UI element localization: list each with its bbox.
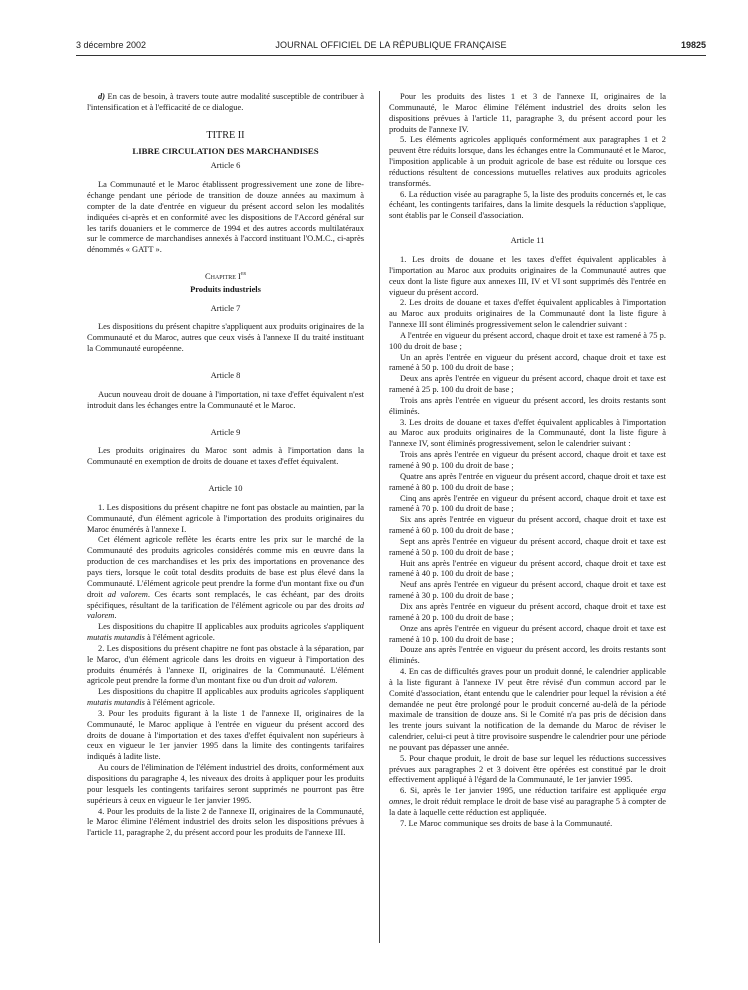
header-rule — [76, 55, 706, 56]
article-9-paragraph: Les produits originaires du Maroc sont admis à l'importation dans la Communauté en exemption de droits de douane et taxes d'effet équivalent. — [87, 445, 364, 467]
article-11-paragraph-7: 3. Les droits de douane et taxes d'effet équivalent applicables à l'importation au Maroc aux produits originaires de la Communauté, dont la liste figure à l'annexe IV, sont éliminés progressivement, selon le calendrier suivant : — [389, 416, 666, 449]
chapitre-sup: er — [240, 271, 246, 278]
article-8-paragraph: Aucun nouveau droit de douane à l'importation, ni taxe d'effet équivalent n'est introduit dans les échanges entre la Communauté et le Maroc. — [87, 388, 364, 410]
paragraph-d — [87, 91, 364, 113]
article-11-paragraph-19: 5. Pour chaque produit, le droit de base sur lequel les réductions successives prévues aux paragraphes 2 et 3 doivent être opérées est constitué par le droit effectivement appliqué à l'égard de la Communauté, le 1er janvier 1995. — [389, 752, 666, 785]
article-10-heading: Article 10 — [208, 483, 243, 494]
article-11-paragraph-5: Deux ans après l'entrée en vigueur du présent accord, chaque droit et taxe est ramené à 25 p. 100 du droit de base ; — [389, 373, 666, 395]
article-10-paragraph-6: 3. Pour les produits figurant à la liste 1 de l'annexe II, originaires de la Communauté, le Maroc applique à l'entrée en vigueur du présent accord des droits de douane à l'importation et des taxes d'effet équivalent non supérieurs à ceux en vigueur le 1er janvier 1995 dans la limite des contingents tarifaires indiqués à ladite liste. — [87, 707, 364, 762]
article-11-paragraph-10: Cinq ans après l'entrée en vigueur du présent accord, chaque droit et taxe est ramené à 70 p. 100 du droit de base ; — [389, 492, 666, 514]
chapitre-heading — [87, 269, 364, 282]
article-6-paragraph: La Communauté et le Maroc établissent progressivement une zone de libre-échange pendant une période de transition de douze années au maximum à compter de la date d'entrée en vigueur du présent accord selon les modalités indiquées ci-après et en conformité avec les dispositions de l'Accord général sur les tarifs douaniers et le commerce de 1994 et des autres accords multilatéraux sur le commerce de marchandises annexés à l'accord instituant l'O.M.C., ci-après dénommés « GATT ». — [87, 179, 364, 255]
article-11-paragraph-6: Trois ans après l'entrée en vigueur du présent accord, les droits restants sont éliminés. — [389, 394, 666, 416]
article-11-paragraph-2: 2. Les droits de douane et taxes d'effet équivalent applicables à l'importation au Maroc aux produits originaires de la Communauté dont la liste figure à l'annexe III sont éliminés progressivement selon le calendrier suivant : — [389, 297, 666, 330]
right-paragraph-2: 5. Les éléments agricoles appliqués conformément aux paragraphes 1 et 2 peuvent être réduits lorsque, dans les échanges entre la Communauté et le Maroc, l'imposition applicable à un produit agricole de base est réduite ou lorsque ces réductions résultent de concessions mutuelles relatives aux produits agricoles transformés. — [389, 134, 666, 188]
article-7-heading: Article 7 — [210, 302, 241, 313]
article-11-paragraph-8: Trois ans après l'entrée en vigueur du présent accord, chaque droit et taxe est ramené à 90 p. 100 du droit de base ; — [389, 449, 666, 470]
article-11-paragraph-21: 7. Le Maroc communique ses droits de base à la Communauté. — [400, 817, 613, 828]
article-11-paragraph-3: A l'entrée en vigueur du présent accord, chaque droit et taxe est ramené à 75 p. 100 du droit de base ; — [389, 329, 666, 351]
right-paragraph-1: Pour les produits des listes 1 et 3 de l'annexe II, originaires de la Communauté, le Maroc élimine l'élément industriel des droits selon les dispositions prévues à l'article 11, paragraphe 3, du présent accord pour les produits de l'annexe IV. — [389, 91, 666, 134]
article-11-paragraph-14: Neuf ans après l'entrée en vigueur du présent accord, chaque droit et taxe est ramené à 30 p. 100 du droit de base ; — [389, 579, 666, 601]
article-11-paragraph-15: Dix ans après l'entrée en vigueur du présent accord, chaque droit et taxe est ramené à 20 p. 100 du droit de base ; — [389, 600, 666, 622]
article-10-paragraph-4: 2. Les dispositions du présent chapitre ne font pas obstacle à la séparation, par le Maroc, d'un élément agricole dans les droits en vigueur à l'importation des produits énumérés à l'annexe II, originaires de la Communauté. L'élément agricole peut prendre la forme d'un montant fixe ou d'un droit ad valorem. — [87, 642, 364, 686]
chapitre-label: Chapitre I — [204, 270, 241, 281]
article-11-paragraph-18: 4. En cas de difficultés graves pour un produit donné, le calendrier applicable à la liste figurant à l'annexe IV peut être révisé d'un commun accord par le Comité d'association, étant entendu que le calendrier pour lequel la révision a été demandée ne peut être prolongé pour le produit concerné au-delà de la période maximale de transition de douze ans. Si le Comité n'a pas pris de décision dans les trente jours suivant la notification de la demande du Maroc de réviser le calendrier, celui-ci peut à titre provisoire suspendre le calendrier pour une période ne pouvant pas dépasser une année. — [389, 666, 666, 752]
article-11-paragraph-9: Quatre ans après l'entrée en vigueur du présent accord, chaque droit et taxe est ramené à 80 p. 100 du droit de base ; — [389, 470, 666, 492]
article-10-paragraph-3: Les dispositions du chapitre II applicables aux produits agricoles s'appliquent mutatis mutandis à l'élément agricole. — [87, 621, 364, 643]
article-10-paragraph-2: Cet élément agricole reflète les écarts entre les prix sur le marché de la Communauté des produits agricoles considérés comme mis en œuvre dans la production de ces marchandises et les prix des importations en provenance des pays tiers, lorsque le coût total desdits produits de base est plus élevé dans la Communauté. L'élément agricole peut prendre la forme d'un montant fixe ou d'un droit ad valorem. Ces écarts sont remplacés, le cas échéant, par des droits spécifiques, résultant de la tarification de l'élément agricole ou par des droits ad valorem. — [87, 534, 364, 621]
header-page-number: 19825 — [680, 40, 706, 50]
article-11-paragraph-4: Un an après l'entrée en vigueur du présent accord, chaque droit et taxe est ramené à 50 p. 100 du droit de base ; — [389, 351, 666, 373]
titre-subtitle: LIBRE CIRCULATION DES MARCHANDISES — [132, 145, 319, 156]
article-11-paragraph-17: Douze ans après l'entrée en vigueur du présent accord, les droits restants sont éliminés. — [389, 644, 666, 666]
titre-heading: TITRE II — [206, 129, 245, 141]
article-9-heading: Article 9 — [210, 426, 241, 437]
article-7-paragraph: Les dispositions du présent chapitre s'appliquent aux produits originaires de la Communauté et du Maroc, autres que ceux visés à l'annexe II du traité instituant la Communauté européenne. — [87, 321, 364, 354]
article-10-paragraph-8: 4. Pour les produits de la liste 2 de l'annexe II, originaires de la Communauté, le Maroc élimine l'élément industriel des droits selon les dispositions prévues à l'article 11, paragraphe 2, du présent accord pour les produits de l'annexe III. — [87, 805, 364, 838]
article-11-paragraph-1: 1. Les droits de douane et les taxes d'effet équivalent applicables à l'importation au Maroc aux produits originaires de la Communauté autres que ceux dont la liste figure aux annexes III, IV et VI sont supprimés dès l'entrée en vigueur du présent accord. — [389, 253, 666, 297]
chapitre-title: Produits industriels — [190, 283, 261, 294]
page-header — [76, 40, 706, 54]
right-paragraph-3: 6. La réduction visée au paragraphe 5, la liste des produits concernés et, le cas échéant, les contingents tarifaires, dans la limite desquels la réduction s'applique, sont établis par le Conseil d'association. — [389, 188, 666, 221]
paragraph-d-lead: d) — [98, 91, 106, 101]
article-6-heading: Article 6 — [210, 160, 241, 171]
article-10-paragraph-7: Au cours de l'élimination de l'élément industriel des droits, conformément aux dispositions du paragraphe 4, les niveaux des droits à appliquer pour les produits pour lesquels les contingents tarifaires seront supprimés ne pourront pas être supérieurs à ceux en vigueur le 1er janvier 1995. — [87, 762, 364, 805]
right-column — [389, 91, 666, 951]
article-10-paragraph-1: 1. Les dispositions du présent chapitre ne font pas obstacle au maintien, par la Communauté, d'un élément agricole à l'importation des produits originaires du Maroc énumérés à l'annexe I. — [87, 501, 364, 534]
left-column — [87, 91, 364, 951]
article-11-paragraph-11: Six ans après l'entrée en vigueur du présent accord, chaque droit et taxe est ramené à 60 p. 100 du droit de base ; — [389, 514, 666, 536]
column-separator — [379, 91, 380, 943]
article-11-paragraph-20: 6. Si, après le 1er janvier 1995, une réduction tarifaire est appliquée erga omnes, le droit réduit remplace le droit de base visé au paragraphe 5 à compter de la date à laquelle cette réduction est appliquée. — [389, 785, 666, 817]
article-10-paragraph-5: Les dispositions du chapitre II applicables aux produits agricoles s'appliquent mutatis mutandis à l'élément agricole. — [87, 686, 364, 708]
paragraph-d-text: En cas de besoin, à travers toute autre modalité susceptible de contribuer à l'intensification et à l'efficacité de ce dialogue. — [87, 91, 364, 112]
article-11-paragraph-16: Onze ans après l'entrée en vigueur du présent accord, chaque droit et taxe est ramené à 10 p. 100 du droit de base ; — [389, 622, 666, 644]
article-11-paragraph-12: Sept ans après l'entrée en vigueur du présent accord, chaque droit et taxe est ramené à 50 p. 100 du droit de base ; — [389, 535, 666, 557]
header-date: 3 décembre 2002 — [76, 40, 147, 50]
article-11-paragraph-13: Huit ans après l'entrée en vigueur du présent accord, chaque droit et taxe est ramené à 40 p. 100 du droit de base ; — [389, 557, 666, 579]
article-8-heading: Article 8 — [210, 370, 241, 380]
header-journal-title: JOURNAL OFFICIEL DE LA RÉPUBLIQUE FRANÇAISE — [275, 40, 507, 50]
article-11-heading: Article 11 — [510, 235, 545, 246]
